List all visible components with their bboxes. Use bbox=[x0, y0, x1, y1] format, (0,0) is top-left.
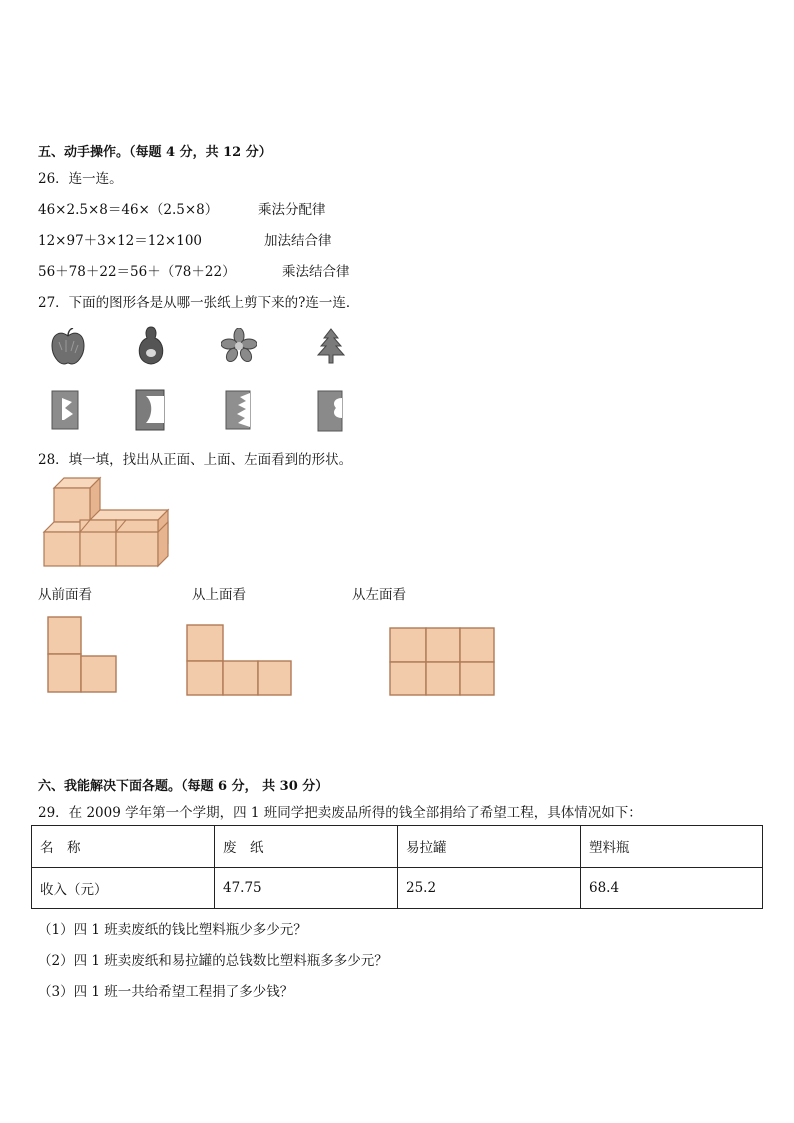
view-label-top: 从上面看 bbox=[192, 587, 246, 603]
cut-paper-icon bbox=[134, 389, 168, 431]
table-row bbox=[32, 826, 763, 868]
top-view-shape bbox=[186, 624, 294, 698]
table-header-cell: 塑料瓶 bbox=[581, 826, 763, 868]
tree-icon bbox=[316, 328, 346, 364]
table-header-cell: 名 称 bbox=[32, 826, 215, 868]
view-label-left: 从左面看 bbox=[352, 587, 406, 603]
apple-icon bbox=[50, 328, 86, 366]
table-row bbox=[32, 867, 763, 909]
q27-title: 27．下面的图形各是从哪一张纸上剪下来的?连一连． bbox=[38, 295, 360, 311]
table-header-cell: 易拉罐 bbox=[398, 826, 581, 868]
q26-law-2: 加法结合律 bbox=[264, 233, 332, 249]
cut-paper-icon bbox=[50, 390, 82, 430]
left-view-shape bbox=[389, 627, 497, 697]
gourd-icon bbox=[136, 325, 166, 365]
cut-paper-icon bbox=[316, 390, 348, 432]
section-5-heading: 五、动手操作。（每题 4 分，共 12 分） bbox=[38, 145, 272, 160]
table-cell: 68.4 bbox=[581, 867, 763, 909]
q29-sub-question-1: （1）四 1 班卖废纸的钱比塑料瓶少多少元？ bbox=[38, 922, 307, 938]
q28-title: 28．填一填，找出从正面、上面、左面看到的形状。 bbox=[38, 452, 353, 468]
cube-stack-diagram bbox=[40, 476, 175, 568]
table-cell: 25.2 bbox=[398, 867, 581, 909]
section-6-heading: 六、我能解决下面各题。（每题 6 分， 共 30 分） bbox=[38, 779, 329, 794]
q26-expression-3: 56＋78＋22＝56＋（78＋22） bbox=[38, 264, 236, 280]
q26-law-3: 乘法结合律 bbox=[282, 264, 350, 280]
q26-expression-1: 46×2.5×8＝46×（2.5×8） bbox=[38, 202, 219, 218]
q26-title: 26．连一连。 bbox=[38, 171, 123, 187]
front-view-shape bbox=[47, 616, 119, 696]
q26-expression-2: 12×97＋3×12＝12×100 bbox=[38, 233, 203, 249]
flower-icon bbox=[221, 328, 257, 362]
q29-sub-question-3: （3）四 1 班一共给希望工程捐了多少钱？ bbox=[38, 984, 294, 1000]
cut-paper-icon bbox=[224, 390, 254, 430]
q26-law-1: 乘法分配律 bbox=[258, 202, 326, 218]
q29-sub-question-2: （2）四 1 班卖废纸和易拉罐的总钱数比塑料瓶多多少元？ bbox=[38, 953, 388, 969]
q29-title: 29．在 2009 学年第一个学期，四 1 班同学把卖废品所得的钱全部捐给了希望工程，具体情况如下： bbox=[38, 805, 642, 821]
table-cell: 收入（元） bbox=[32, 867, 215, 909]
table-cell: 47.75 bbox=[215, 867, 398, 909]
view-label-front: 从前面看 bbox=[38, 587, 92, 603]
income-table bbox=[31, 825, 763, 909]
table-header-cell: 废 纸 bbox=[215, 826, 398, 868]
